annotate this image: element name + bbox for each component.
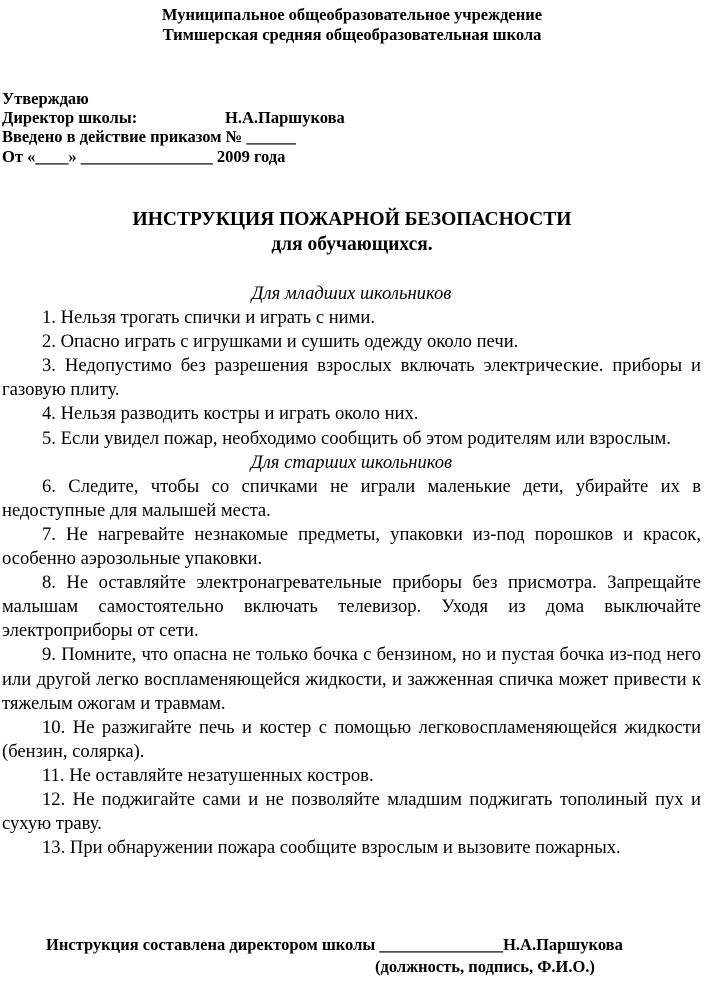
instruction-item: 5. Если увидел пожар, необходимо сообщить об этом родителям или взрослым. [42,427,671,449]
director-name: Н.А.Паршукова [225,108,345,127]
instruction-item: 10. Не разжигайте печь и костер с помощью легковоспламеняющейся жидкости (бензин, солярка). [2,716,701,762]
instruction-body [2,282,701,860]
instruction-item: 13. При обнаружении пожара сообщите взрослым и вызовите пожарных. [42,837,621,859]
instruction-item: 7. Не нагревайте незнакомые предметы, упаковки из-под порошков и красок, особенно аэрозольные упаковки. [2,523,701,570]
director-label: Директор школы: [2,108,138,127]
instruction-item: 9. Помните, что опасна не только бочка с бензином, но и пустая бочка из-под него или другой легко воспламеняющейся жидкости, и зажженная спичка может привести к тяжелым ожогам и травмам. [2,644,701,714]
approval-label: Утверждаю [2,89,89,108]
document-title: ИНСТРУКЦИЯ ПОЖАРНОЙ БЕЗОПАСНОСТИ [132,209,572,230]
instruction-item: 1. Нельзя трогать спички и играть с ними. [42,307,375,329]
section-heading-senior: Для старших школьников [250,451,453,473]
instruction-item: 8. Не оставляйте электронагревательные приборы без присмотра. Запрещайте малышам самостоятельно включать телевизор. Уходя из дома выключайте электроприборы от сети. [2,572,701,642]
school-type-heading: Муниципальное общеобразовательное учреждение [161,5,543,24]
school-name-heading: Тимшерская средняя общеобразовательная школа [162,25,542,44]
order-line: Введено в действие приказом № ______ [2,127,296,146]
instruction-item: 3. Недопустимо без разрешения взрослых включать электрические. приборы и газовую плиту. [2,355,701,401]
instruction-item: 12. Не поджигайте сами и не позволяйте младшим поджигать тополиный пух и сухую траву. [2,788,701,835]
date-line: От «____» ________________ 2009 года [2,147,286,166]
instruction-item: 6. Следите, чтобы со спичками не играли маленькие дети, убирайте их в недоступные для малышей места. [2,475,701,521]
instruction-item: 2. Опасно играть с игрушками и сушить одежду около печи. [42,331,519,353]
section-heading-junior: Для младших школьников [251,283,452,304]
author-line: Инструкция составлена директором школы _______________Н.А.Паршукова [46,935,623,954]
instruction-item: 11. Не оставляйте незатушенных костров. [42,764,374,786]
document-subtitle: для обучающихся. [271,234,433,255]
instruction-item: 4. Нельзя разводить костры и играть около них. [42,403,419,425]
signature-caption: (должность, подпись, Ф.И.О.) [375,957,595,976]
